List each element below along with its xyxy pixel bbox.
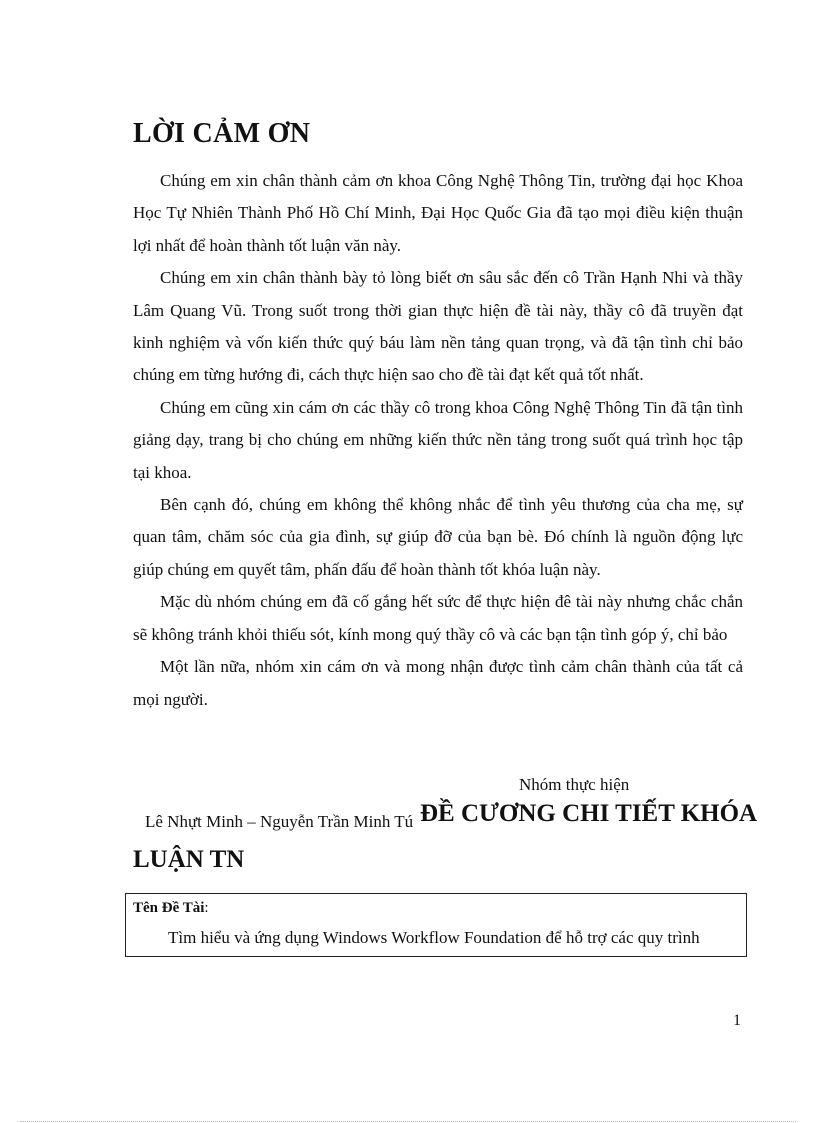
outline-title-continued: LUẬN TN [133, 846, 245, 873]
topic-text: Tìm hiểu và ứng dụng Windows Workflow Foundation để hỗ trợ các quy trình [168, 928, 700, 947]
paragraph: Mặc dù nhóm chúng em đã cố gắng hết sức để thực hiện đê tài này nhưng chắc chắn sẽ không tránh khỏi thiếu sót, kính mong quý thầy cô và các bạn tận tình góp ý, chỉ bảo [133, 592, 743, 644]
topic-label-text: Tên Đề Tài [133, 900, 205, 916]
paragraph: Chúng em xin chân thành cảm ơn khoa Công Nghệ Thông Tin, trường đại học Khoa Học Tự Nhiên Thành Phố Hồ Chí Minh, Đại Học Quốc Gia đã tạo mọi điều kiện thuận lợi nhất để hoàn thành tốt luận văn này. [133, 171, 743, 255]
signer-names: Lê Nhựt Minh – Nguyễn Trần Minh Tú [145, 812, 414, 831]
paragraph: Chúng em xin chân thành bày tỏ lòng biết ơn sâu sắc đến cô Trần Hạnh Nhi và thầy Lâm Quang Vũ. Trong suốt trong thời gian thực hiện đề tài này, thầy cô đã truyền đạt kinh nghiệm và vốn kiến thức quý báu làm nền tảng quan trọng, và đã tận tình chỉ bảo chúng em từng hướng đi, cách thực hiện sao cho đề tài đạt kết quả tốt nhất. [133, 268, 743, 385]
topic-box [125, 893, 747, 957]
acknowledgement-title: LỜI CẢM ƠN [133, 118, 311, 149]
paragraph: Bên cạnh đó, chúng em không thể không nhắc để tình yêu thương của cha mẹ, sự quan tâm, chăm sóc của gia đình, sự giúp đỡ của bạn bè. Đó chính là nguồn động lực giúp chúng em quyết tâm, phấn đấu để hoàn thành tốt khóa luận này. [133, 495, 743, 579]
page-number: 1 [733, 1012, 741, 1029]
topic-label [133, 900, 209, 917]
paragraph: Chúng em cũng xin cám ơn các thầy cô trong khoa Công Nghệ Thông Tin đã tận tình giảng dạy, trang bị cho chúng em những kiến thức nền tảng trong suốt quá trình học tập tại khoa. [133, 397, 743, 482]
topic-label-colon: : [204, 900, 209, 916]
page-bottom-divider [20, 1121, 796, 1122]
signer-group: Nhóm thực hiện [519, 775, 630, 794]
paragraph: Một lần nữa, nhóm xin cám ơn và mong nhận được tình cảm chân thành của tất cả mọi người. [133, 657, 743, 709]
outline-title: ĐỀ CƯƠNG CHI TIẾT KHÓA [420, 800, 758, 827]
acknowledgement-body [133, 165, 743, 716]
